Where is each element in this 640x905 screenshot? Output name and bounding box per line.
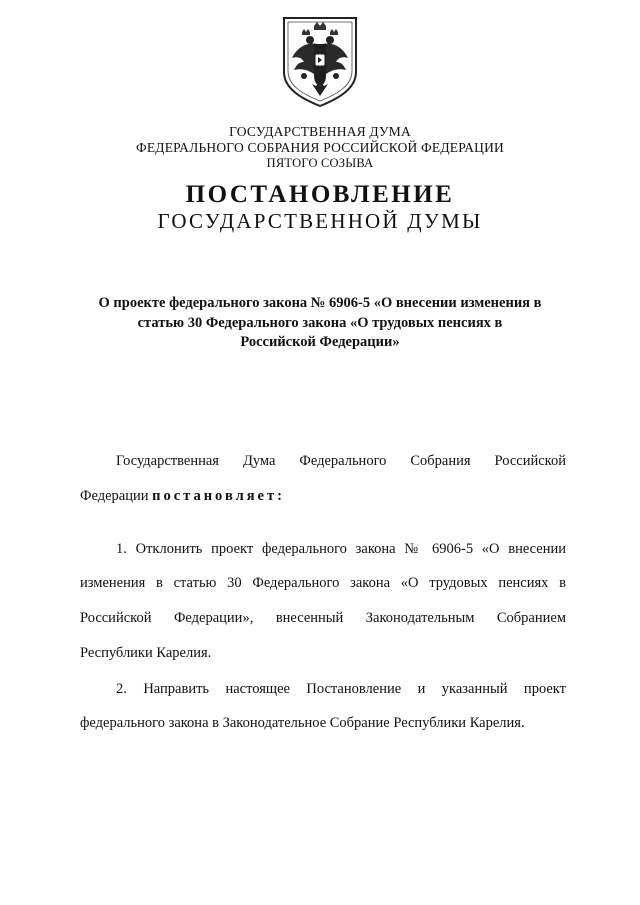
decree-verb: постановляет:	[152, 488, 285, 504]
preamble-line-1: Государственная Дума Федерального Собрания Российской	[116, 453, 566, 469]
item-1-line-2: изменения в статью 30 Федерального закона «О трудовых пенсиях в	[80, 575, 566, 591]
subject-line-2: статью 30 Федерального закона «О трудовых пенсиях в	[137, 314, 503, 331]
org-title-line-2: ФЕДЕРАЛЬНОГО СОБРАНИЯ РОССИЙСКОЙ ФЕДЕРАЦИИ	[136, 140, 504, 155]
preamble-line-2	[80, 487, 566, 505]
russian-coat-of-arms-icon	[278, 14, 362, 110]
subject-line-1: О проекте федерального закона № 6906-5 «О внесении изменения в	[98, 295, 542, 311]
item-1-line-3: Российской Федерации», внесенный Законодательным Собранием	[80, 610, 566, 626]
item-1-line-1: 1. Отклонить проект федерального закона № 6906-5 «О внесении	[116, 541, 566, 557]
convocation-line: ПЯТОГО СОЗЫВА	[266, 156, 374, 170]
org-title-line-1: ГОСУДАРСТВЕННАЯ ДУМА	[229, 124, 411, 139]
subject-line-3: Российской Федерации»	[240, 334, 400, 350]
item-2-line-2: федерального закона в Законодательное Собрание Республики Карелия.	[80, 715, 525, 731]
item-1-line-4: Республики Карелия.	[80, 645, 212, 661]
item-2-line-1: 2. Направить настоящее Постановление и указанный проект	[116, 681, 566, 697]
resolution-subject	[90, 294, 550, 353]
document-type-title: ПОСТАНОВЛЕНИЕ	[185, 181, 455, 208]
document-type-subtitle: ГОСУДАРСТВЕННОЙ ДУМЫ	[157, 209, 483, 233]
preamble-federation: Федерации	[80, 488, 153, 504]
